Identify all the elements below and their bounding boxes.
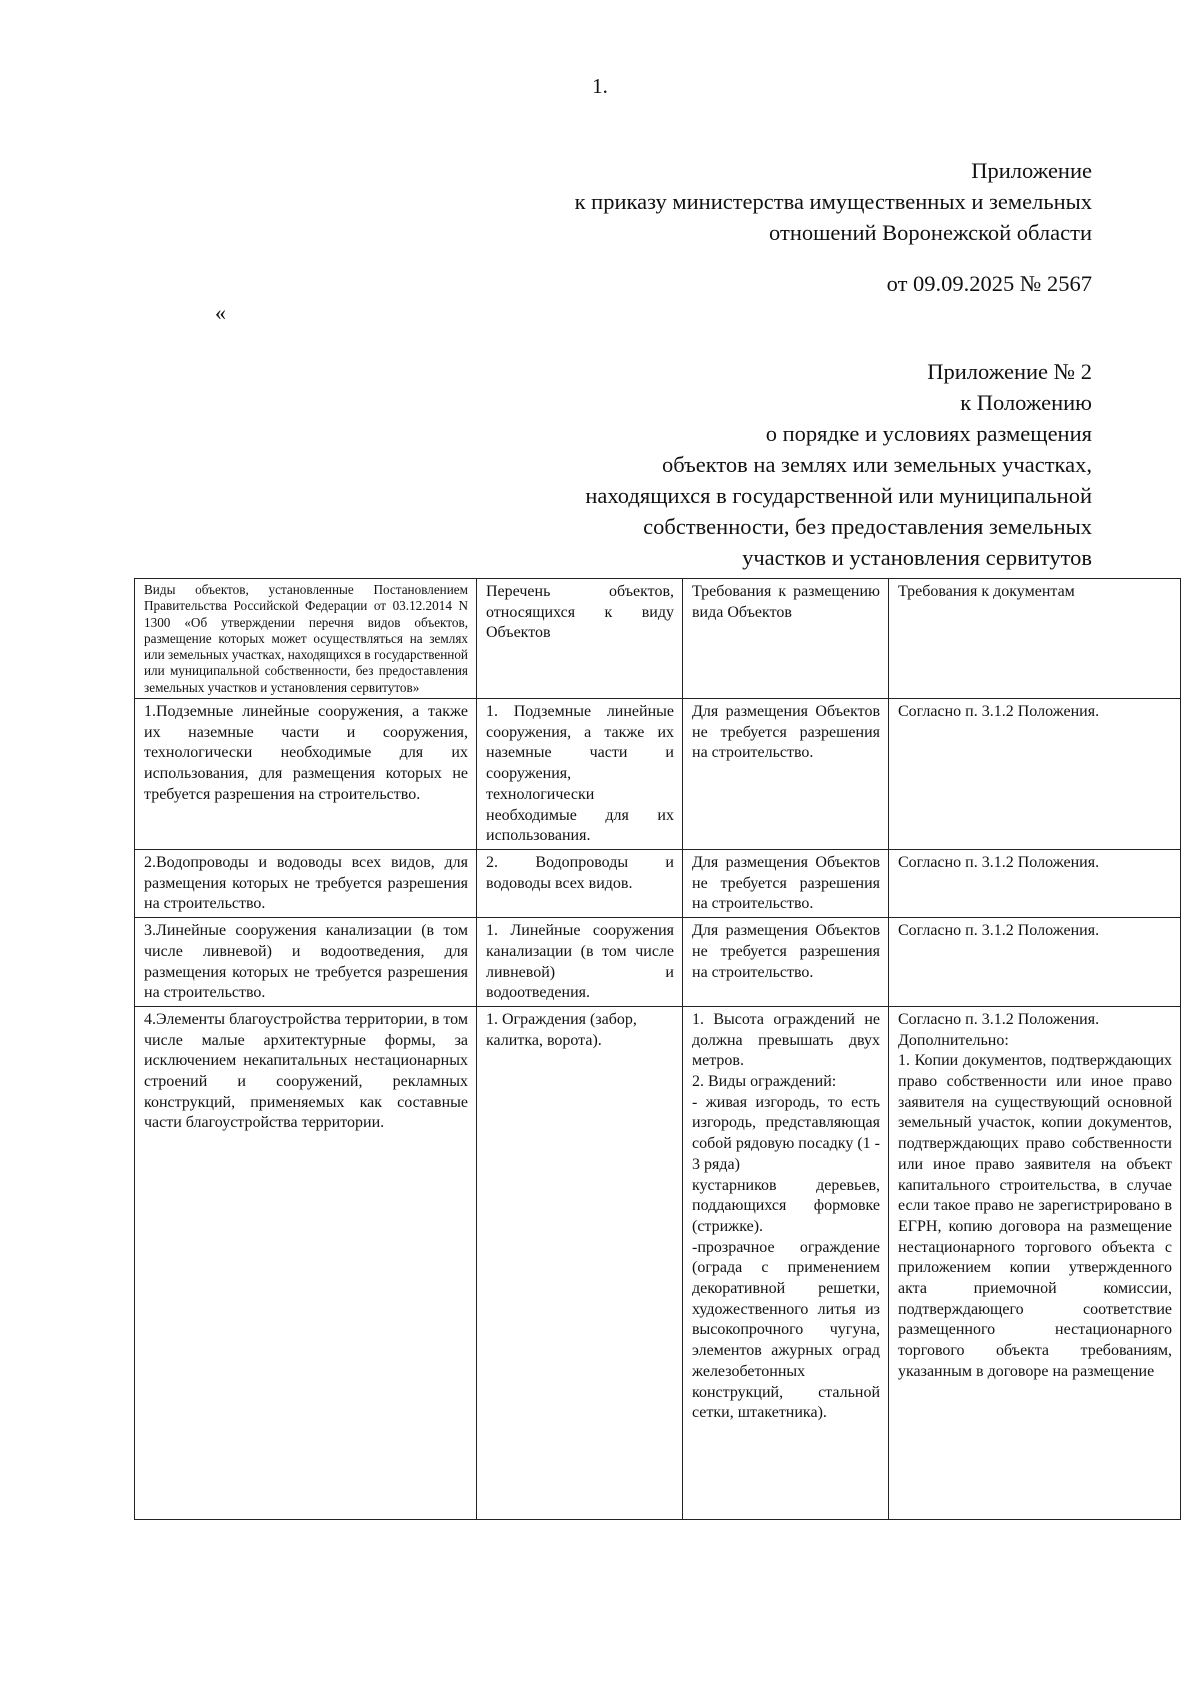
appendix2-title: Приложение № 2 <box>927 359 1092 384</box>
table-row <box>135 850 1181 918</box>
appendix2-line-4: находящихся в государственной или муниципальной <box>585 483 1092 508</box>
row4-transparent-fence: -прозрачное ограждение (ограда с применением декоративной решетки, художественного литья из высокопрочного чугуна, элементов ажурных оград железобетонных конструкций, стальной сетки, штакетника). <box>692 1238 880 1422</box>
appendix2-line-2: о порядке и условиях размещения <box>765 421 1092 446</box>
header-object-types: Виды объектов, установленные Постановлением Правительства Российской Федерации от 03.12.2014 N 1300 «Об утверждении перечня видов объектов, размещение которых может осуществляться на землях или земельных участках, находящихся в государственной или муниципальной собственности, без предоставления земельных участков и установления сервитутов» <box>135 579 477 699</box>
row4-objects-list: 1. Ограждения (забор, калитка, ворота). <box>477 1006 683 1519</box>
row4-docs-reference: Согласно п. 3.1.2 Положения. <box>898 1010 1100 1028</box>
table-row <box>135 918 1181 1007</box>
appendix-order-line: к приказу министерства имущественных и земельных <box>574 189 1092 214</box>
row3-object-type: 3.Линейные сооружения канализации (в том числе ливневой) и водоотведения, для размещения которых не требуется разрешения на строительство. <box>135 918 477 1007</box>
row4-docs-additional-label: Дополнительно: <box>898 1031 1009 1049</box>
row3-placement-requirements: Для размещения Объектов не требуется разрешения на строительство. <box>683 918 889 1007</box>
row4-height-requirement: 1. Высота ограждений не должна превышать двух метров. <box>692 1010 880 1070</box>
appendix-title: Приложение <box>971 158 1092 183</box>
objects-requirements-table <box>134 578 1181 1520</box>
row4-hedge-description: - живая изгородь, то есть изгородь, представляющая собой рядовую посадку (1 - 3 ряда) <box>692 1093 880 1173</box>
table-header-row <box>135 579 1181 699</box>
row2-placement-requirements: Для размещения Объектов не требуется разрешения на строительство. <box>683 850 889 918</box>
table-row <box>135 1006 1181 1519</box>
regulation-appendix-header <box>585 356 1092 573</box>
appendix2-line-6: участков и установления сервитутов <box>742 545 1092 570</box>
row1-objects-list: 1. Подземные линейные сооружения, а также их наземные части и сооружения, технологически необходимые для их использования. <box>477 699 683 850</box>
row2-object-type: 2.Водопроводы и водоводы всех видов, для размещения которых не требуется разрешения на строительство. <box>135 850 477 918</box>
row4-fence-types-title: 2. Виды ограждений: <box>692 1073 837 1091</box>
row4-docs-copies-list: 1. Копии документов, подтверждающих право собственности или иное право заявителя на существующий основной земельный участок, копии документов, подтверждающих право собственности или иное право заявителя на объект капитального строительства, в случае если такое право не зарегистрировано в ЕГРН, копию договора на размещение нестационарного торгового объекта с приложением копии утвержденного акта приемочной комиссии, подтверждающего соответствие размещенного нестационарного торгового объекта требованиям, указанным в договоре на размещение <box>898 1052 1172 1380</box>
appendix2-line-3: объектов на землях или земельных участках, <box>661 452 1092 477</box>
appendix2-line-1: к Положению <box>960 390 1092 415</box>
row3-objects-list: 1. Линейные сооружения канализации (в том числе ливневой) и водоотведения. <box>477 918 683 1007</box>
row4-object-type: 4.Элементы благоустройства территории, в том числе малые архитектурные формы, за исключением некапитальных нестационарных строений и сооружений, рекламных конструкций, применяемых как составные части благоустройства территории. <box>135 1006 477 1519</box>
row1-object-type: 1.Подземные линейные сооружения, а также их наземные части и сооружения, технологически необходимые для их использования, для размещения которых не требуется разрешения на строительство. <box>135 699 477 850</box>
row3-document-requirements: Согласно п. 3.1.2 Положения. <box>889 918 1181 1007</box>
order-appendix-header <box>575 155 1092 248</box>
appendix-ministry-line: отношений Воронежской области <box>769 220 1092 245</box>
table-row <box>135 699 1181 850</box>
header-document-requirements: Требования к документам <box>889 579 1181 699</box>
page-number: 1. <box>592 74 608 98</box>
row2-objects-list: 2. Водопроводы и водоводы всех видов. <box>477 850 683 918</box>
row1-document-requirements: Согласно п. 3.1.2 Положения. <box>889 699 1181 850</box>
row1-placement-requirements: Для размещения Объектов не требуется разрешения на строительство. <box>683 699 889 850</box>
row4-document-requirements <box>889 1006 1181 1519</box>
row2-document-requirements: Согласно п. 3.1.2 Положения. <box>889 850 1181 918</box>
row4-hedge-shrubs: кустарников деревьев, поддающихся формовке (стрижке). <box>692 1176 880 1235</box>
row4-placement-requirements <box>683 1006 889 1519</box>
order-date-number: от 09.09.2025 № 2567 <box>886 271 1092 296</box>
opening-quote-mark: « <box>215 300 226 325</box>
appendix2-line-5: собственности, без предоставления земельных <box>643 514 1092 539</box>
header-objects-list: Перечень объектов, относящихся к виду Объектов <box>477 579 683 699</box>
header-placement-requirements: Требования к размещению вида Объектов <box>683 579 889 699</box>
